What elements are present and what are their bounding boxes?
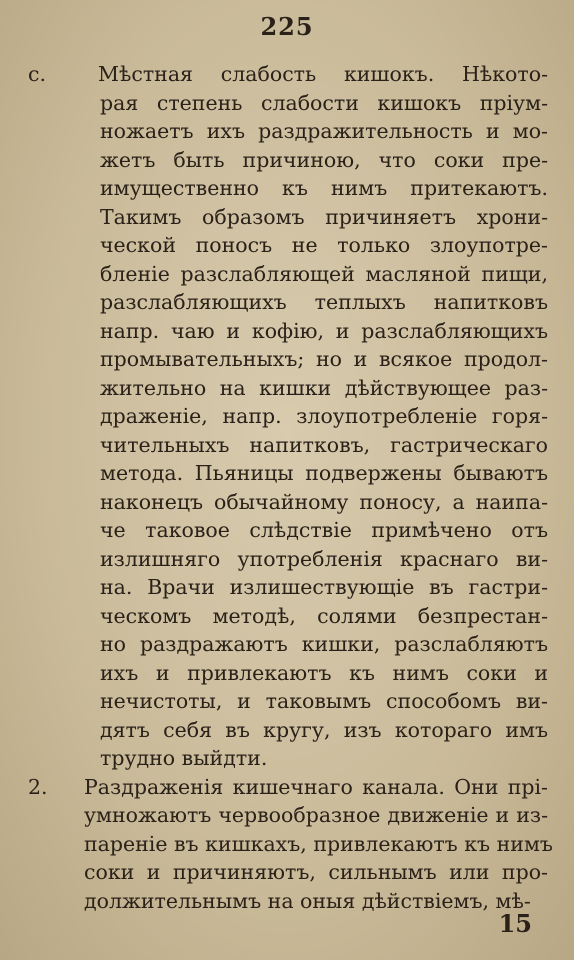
- text-line: должительнымъ на оныя дѣйствіемъ, мѣ-: [84, 888, 531, 913]
- text-line: трудно выйдти.: [100, 746, 268, 770]
- text-line: промывательныхъ; но и всякое продол-: [100, 347, 548, 371]
- signature-mark: 15: [498, 909, 532, 938]
- text-line: наконецъ обычайному поносу, а наипа-: [100, 489, 548, 514]
- text-line: дятъ себя въ кругу, изъ котораго имъ: [100, 717, 548, 742]
- text-line: чительныхъ напитковъ, гастрическаго: [100, 432, 548, 457]
- text-line: пареніе въ кишкахъ, привлекаютъ къ нимъ: [84, 831, 553, 856]
- text-line: ножаетъ ихъ раздражительность и мо-: [100, 119, 548, 143]
- body-text: [28, 60, 553, 915]
- text-line: бленіе разслабляющей масляной пищи,: [100, 261, 548, 286]
- text-line: ческомъ методѣ, солями безпрестан-: [100, 603, 548, 628]
- text-line: жительно на кишки дѣйствующее раз-: [100, 375, 548, 400]
- text-line: рая степень слабости кишокъ пріум-: [100, 90, 548, 115]
- text-line: нечистоты, и таковымъ способомъ ви-: [100, 689, 548, 713]
- text-line: 2. Раздраженія кишечнаго канала. Они прі-: [28, 773, 548, 802]
- text-line: ческой поносъ не только злоупотре-: [100, 233, 548, 257]
- text-line: имущественно къ нимъ притекаютъ.: [100, 176, 548, 200]
- paragraph-marker: c.: [28, 62, 46, 86]
- text-line: соки и причиняютъ, сильнымъ или про-: [84, 860, 548, 884]
- text-line: но раздражаютъ кишки, разслабляютъ: [100, 632, 548, 656]
- text-line: умножаютъ червообразное движеніе и из-: [84, 803, 548, 827]
- text-line: c. Мѣстная слабость кишокъ. Нѣкото-: [28, 60, 548, 89]
- text-line: Такимъ образомъ причиняетъ хрони-: [100, 204, 548, 229]
- text-line: жетъ быть причиною, что соки пре-: [100, 147, 548, 172]
- text-line: разслабляющихъ теплыхъ напитковъ: [100, 290, 548, 314]
- text-line: че таковое слѣдствіе примѣчено отъ: [100, 518, 548, 542]
- text-line: излишняго употребленія краснаго ви-: [100, 546, 548, 571]
- text-line: напр. чаю и кофію, и разслабляющихъ: [100, 318, 548, 343]
- text-line: драженіе, напр. злоупотребленіе горя-: [100, 404, 548, 428]
- text-line: на. Врачи излишествующіе въ гастри-: [100, 575, 548, 599]
- page-number: 225: [260, 12, 314, 41]
- paragraph-marker: 2.: [28, 774, 48, 799]
- text-line: ихъ и привлекаютъ къ нимъ соки и: [100, 660, 548, 685]
- text-line: метода. Пьяницы подвержены бываютъ: [100, 461, 548, 485]
